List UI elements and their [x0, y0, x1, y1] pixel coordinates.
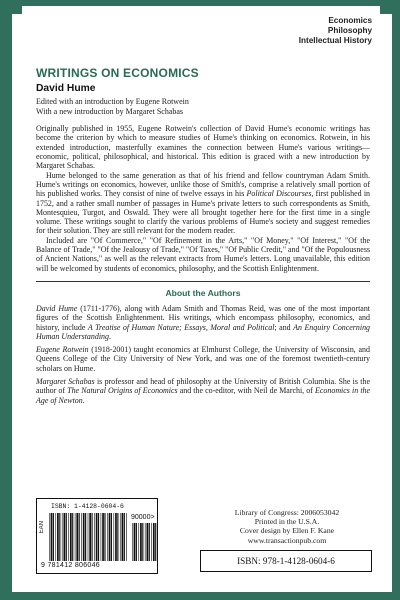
barcode-bar — [64, 513, 66, 561]
main-content — [36, 66, 370, 409]
book-author: David Hume — [36, 83, 96, 94]
barcode-bar — [98, 513, 99, 561]
barcode-bar — [55, 513, 56, 561]
category-intellectual-history: Intellectual History — [298, 36, 372, 45]
book-title: WRITINGS ON ECONOMICS — [36, 66, 199, 80]
description-p2-book-title: Political Discourses — [246, 189, 312, 199]
barcode-addon-number: 90000> — [131, 514, 155, 521]
bio-hume-works-2: An Enquiry Concerning Human Understanding — [36, 322, 371, 341]
barcode-bar — [57, 513, 59, 561]
barcode-bar — [155, 523, 156, 561]
barcode-isbn: ISBN: 1-4128-0604-6 — [51, 503, 124, 510]
barcode-bar — [153, 523, 155, 561]
description — [36, 124, 370, 273]
bio-rotwein-text: (1918-2001) taught economics at Elmhurst College, the University of Wisconsin, and Queens College of the City University of New York, and was one of the foremost twentieth-century scholars on Hume. — [36, 345, 370, 373]
barcode-bar — [147, 523, 149, 561]
isbn-13: ISBN: 978-1-4128-0604-6 — [237, 556, 335, 566]
barcode-addon-bars — [132, 523, 157, 561]
about-authors-heading: About the Authors — [165, 287, 241, 298]
barcode-bar — [75, 513, 76, 561]
barcode-bar — [53, 513, 54, 561]
bio-schabas-work-1: The Natural Origins of Economics — [67, 386, 178, 396]
barcode-bar — [138, 523, 139, 561]
section-divider — [36, 281, 370, 282]
bio-schabas-name: Margaret Schabas — [36, 377, 95, 387]
info-website: www.transactionpub.com — [247, 535, 327, 545]
barcode-bar — [142, 523, 143, 561]
barcode-bar — [115, 513, 117, 561]
bio-rotwein — [36, 345, 370, 373]
barcode-ean-label: EAN — [39, 521, 45, 534]
editor-line-2: With a new introduction by Margaret Schabas — [36, 106, 184, 116]
barcode-bar — [59, 513, 60, 561]
barcode-bar — [134, 523, 136, 561]
left-border-band — [0, 0, 12, 600]
editor-line-1: Edited with an introduction by Eugene Rotwein — [36, 97, 189, 106]
info-loc: Library of Congress: 2006053042 — [234, 508, 340, 517]
barcode-bars — [49, 513, 129, 561]
bio-hume-text-c: . — [108, 331, 111, 341]
barcode-bar — [72, 513, 73, 561]
barcode-bar — [70, 513, 72, 561]
barcode-bar — [79, 513, 80, 561]
bio-schabas-work-2: Economics in the Age of Newton — [36, 386, 371, 405]
bio-hume-name: David Hume — [36, 303, 78, 313]
right-border-band — [392, 0, 400, 600]
description-paragraph-1: Originally published in 1955, Eugene Rotwein's collection of David Hume's economic writings has become the criterion by which to measure studies of Hume's thinking on economics. Rotwein, in his extended introduction, masterfully examines the connection between Hume's various writings—economic, political, philosophical, and historical. This edition is graced with a new introduction by Margaret Schabas. — [36, 124, 370, 171]
barcode-bar — [85, 513, 86, 561]
barcode-bar — [102, 513, 104, 561]
barcode-bar — [88, 513, 89, 561]
description-paragraph-2 — [36, 171, 370, 236]
bio-hume-text-a: (1711-1776), along with Adam Smith and Thomas Reid, was one of the most important figures of the Scottish Enlightenment. His writings, which encompass philosophy, economics, and history, include — [36, 303, 370, 332]
barcode-bar — [145, 523, 146, 561]
barcode-bar — [104, 513, 105, 561]
description-p2-text-a: Hume belonged to the same generation as that of his friend and fellow countryman Adam Smith. Hume's writings on economics, however, unlike those of Smith's, comprise a relatively small portion of his published works. They consist of nine of twelve essays in his — [36, 170, 370, 199]
barcode-bar — [109, 513, 111, 561]
barcode-bar — [76, 513, 78, 561]
barcode-bar — [94, 513, 95, 561]
barcode-bar — [122, 513, 124, 561]
bio-hume-works-1: A Treatise of Human Nature; Essays, Moral and Political — [87, 322, 275, 332]
description-p2-text-b: , first published in 1752, and a rather small number of passages in Hume's private letters to such correspondents as Smith, Montesquieu, Turgot, and Oswald. They were all brought together here for the first time in a single volume. These writings sought to clarify the various problems of Hume's society and suggest remedies for their solution. They are still relevant for the modern reader. — [36, 189, 370, 236]
bio-schabas-text-c: . — [82, 395, 85, 405]
barcode-bar — [66, 513, 67, 561]
publisher-info — [210, 508, 364, 545]
editor-credits — [36, 97, 370, 116]
barcode-bar — [117, 513, 118, 561]
bio-hume-text-b: ; and — [274, 322, 294, 332]
barcode-bar — [51, 513, 53, 561]
bio-rotwein-name: Eugene Rotwein — [36, 345, 89, 355]
barcode-bar — [132, 523, 133, 561]
info-cover-design: Cover design by Ellen F. Kane — [239, 526, 335, 536]
bio-schabas — [36, 377, 370, 405]
barcode-bar — [114, 513, 115, 561]
barcode-bar — [151, 523, 152, 561]
barcode-bar — [149, 523, 150, 561]
barcode-bar — [111, 513, 112, 561]
barcode-bar — [81, 513, 82, 561]
barcode-bar — [96, 513, 98, 561]
bio-hume — [36, 304, 370, 341]
barcode-bar — [83, 513, 85, 561]
barcode-bar — [140, 523, 142, 561]
bio-schabas-text-b: and the co-editor, with Neil de Marchi, of — [177, 386, 316, 396]
bottom-border-band — [0, 592, 400, 600]
barcode-bar — [101, 513, 102, 561]
barcode-bar — [124, 513, 125, 561]
barcode-digits: 9 781412 806046 — [41, 562, 100, 569]
category-philosophy: Philosophy — [327, 26, 372, 35]
info-printed: Printed in the U.S.A. — [254, 517, 320, 527]
barcode-bar — [89, 513, 91, 561]
bio-schabas-text-a: is professor and head of philosophy at the University of British Columbia. She is the author of — [36, 377, 370, 396]
barcode-bar — [120, 513, 121, 561]
barcode-bar — [92, 513, 93, 561]
barcode-bar — [62, 513, 63, 561]
description-paragraph-3: Included are "Of Commerce," "Of Refinement in the Arts," "Of Money," "Of Interest," "Of the Balance of Trade," "Of the Jealousy of Trade," "Of Taxes," "Of Public Credit," and "Of the Populousness of Ancient Nations," as well as the relevant extracts from Hume's letters. Long unavailable, this edition will be welcomed by students of economics, philosophy, and the Scottish Enlightenment. — [36, 235, 370, 273]
barcode-bar — [136, 523, 137, 561]
barcode-bar — [68, 513, 69, 561]
category-economics: Economics — [328, 16, 372, 25]
barcode-box — [36, 498, 158, 574]
subject-categories — [299, 16, 372, 46]
isbn-box — [200, 550, 372, 572]
barcode-bar — [126, 513, 127, 561]
barcode-bar — [49, 513, 50, 561]
barcode-bar — [107, 513, 108, 561]
